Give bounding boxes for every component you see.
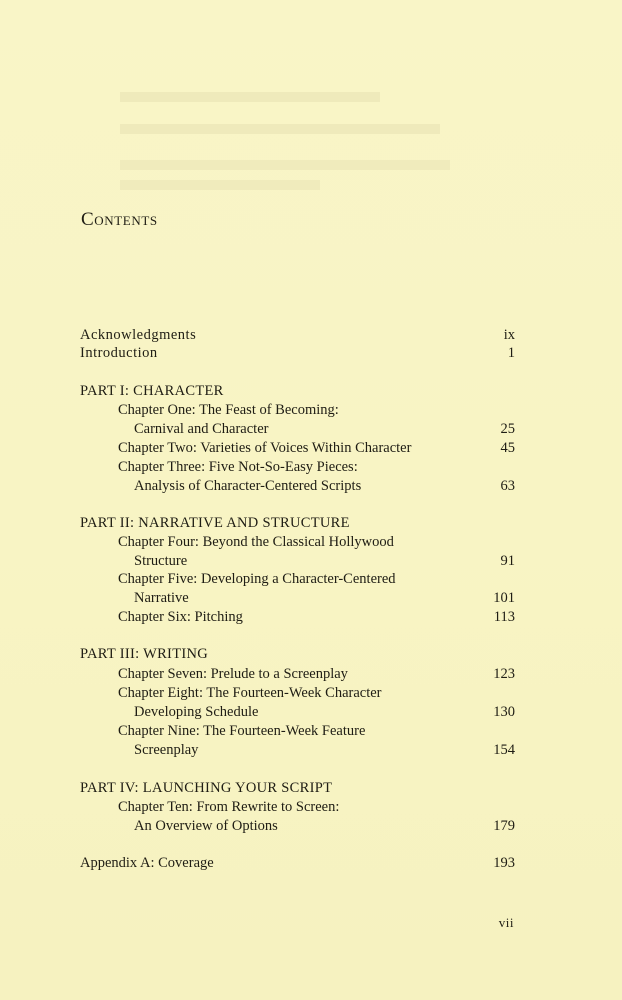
toc-chapter-title-continued: Narrative [134,590,189,606]
toc-page-number: 25 [500,421,515,437]
toc-page-number: 130 [493,704,515,720]
toc-chapter-title-continued: Structure [134,553,188,569]
toc-part-heading: PART III: WRITING [80,646,209,662]
toc-chapter-title-continued: Developing Schedule [134,704,259,720]
toc-entry-introduction: Introduction [80,345,158,361]
toc-chapter-title: Chapter Nine: The Fourteen-Week Feature [118,723,366,739]
toc-page-number: 154 [493,742,515,758]
toc-chapter-title: Chapter Two: Varieties of Voices Within Character [118,440,412,456]
toc-page-number: 123 [493,666,515,682]
toc-chapter-title: Chapter Ten: From Rewrite to Screen: [118,799,340,815]
toc-chapter-title: Chapter Seven: Prelude to a Screenplay [118,666,348,682]
toc-page-number: 1 [507,345,515,361]
toc-page-number: 63 [500,478,515,494]
toc-chapter-title-continued: Analysis of Character-Centered Scripts [134,478,362,494]
toc-entry-appendix: Appendix A: Coverage [80,855,214,871]
toc-chapter-title: Chapter Eight: The Fourteen-Week Character [118,685,382,701]
toc-page-number: ix [503,327,515,343]
toc-page-number: 113 [493,609,515,625]
toc-chapter-title: Chapter Three: Five Not-So-Easy Pieces: [118,459,358,475]
toc-page-number: 45 [500,440,515,456]
toc-page-number: 179 [493,818,515,834]
toc-chapter-title-continued: Screenplay [134,742,199,758]
toc-chapter-title: Chapter Five: Developing a Character-Centered [118,571,396,587]
toc-entry-acknowledgments: Acknowledgments [80,327,197,343]
toc-chapter-title: Chapter Four: Beyond the Classical Hollywood [118,534,394,550]
toc-page-number: 91 [500,553,515,569]
toc-chapter-title: Chapter Six: Pitching [118,609,243,625]
toc-chapter-title-continued: An Overview of Options [134,818,278,834]
page-folio: vii [498,915,514,930]
toc-part-heading: PART II: NARRATIVE AND STRUCTURE [80,515,350,531]
toc-chapter-title: Chapter One: The Feast of Becoming: [118,402,339,418]
toc-part-heading: PART IV: LAUNCHING YOUR SCRIPT [80,780,333,796]
toc-page-number: 193 [493,855,515,871]
toc-part-heading: PART I: CHARACTER [80,383,224,399]
contents-heading: Contents [81,209,158,230]
toc-chapter-title-continued: Carnival and Character [134,421,269,437]
toc-page-number: 101 [493,590,515,606]
